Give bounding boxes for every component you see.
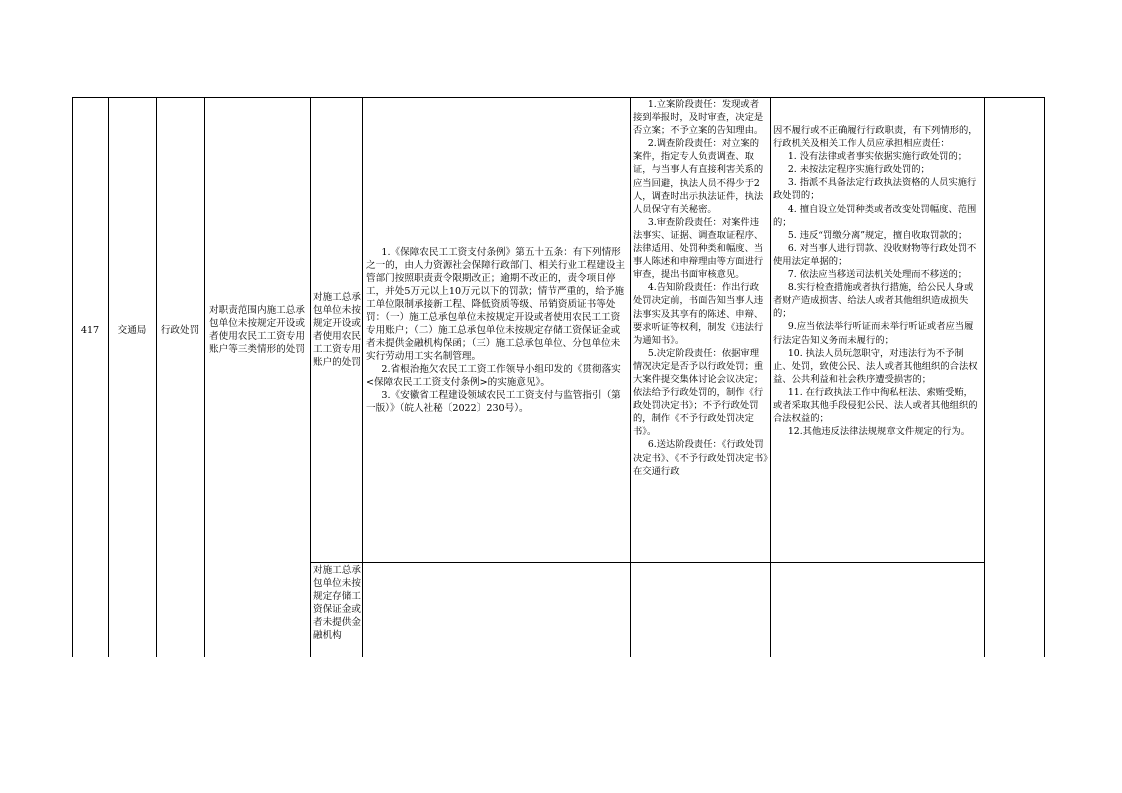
remarks-cell [986, 98, 1042, 562]
accountability-cell [773, 124, 982, 560]
row-number-text: 417 [80, 324, 100, 336]
department-text: 交通局 [117, 324, 147, 336]
accountability-item: 1. 没有法律或者事实依据实施行政处罚的； [787, 151, 968, 163]
responsibility-item: 5.决定阶段责任：依据审理情况决定是否予以行政处罚；重大案件提交集体讨论会议决定；依法给予行政处罚的，制作《行政处罚决定书》；不予行政处罚的，制作《不予行政处罚决定书》。 [633, 347, 764, 438]
accountability-intro: 因不履行或不正确履行行政职责，有下列情形的，行政机关及相关工作人员应承担相应责任： [773, 125, 978, 150]
accountability-item: 10. 执法人员玩忽职守，对违法行为不予制止、处罚，致使公民、法人或者其他组织的合法权益、公共利益和社会秩序遭受损害的； [773, 347, 978, 385]
accountability-item: 5. 违反“罚缴分离”规定，擅自收取罚款的； [787, 229, 968, 241]
responsibility-item: 6.送达阶段责任：《行政处罚决定书》、《不予行政处罚决定书》在交通行政 [633, 439, 768, 477]
responsibility-cell [633, 98, 768, 562]
subitem-2-text: 对施工总承包单位未按规定存储工资保证金或者未提供金融机构 [313, 565, 361, 641]
subitem-1-text: 对施工总承包单位未按规定开设或者使用农民工工资专用账户的处罚 [313, 292, 361, 368]
accountability-item: 9.应当依法举行听证而未举行听证或者应当履行法定告知义务而未履行的； [773, 321, 974, 346]
responsibility-item: 3.审查阶段责任：对案件违法事实、证据、调查取证程序、法律适用、处罚种类和幅度、当事人陈述和申辩理由等方面进行审查，提出书面审核意见。 [633, 216, 764, 281]
accountability-item: 8.实行检查措施或者执行措施，给公民人身或者财产造成损害、给法人或者其他组织造成损失的； [773, 282, 974, 320]
category-cell [156, 98, 204, 562]
basis-item: 1.《保障农民工工资支付条例》第五十五条：有下列情形之一的，由人力资源社会保障行政部门、相关行业工程建设主管部门按照职责责令限期改正；逾期不改正的，责令项目停工，并处5万元以上10万元以下的罚款；情节严重的，给予施工单位限制承接新工程、降低资质等级、吊销资质证书等处罚：（一）施工总承包单位未按规定开设或者使用农民工工资专用账户；（二）施工总承包单位未按规定存储工资保证金或者未提供金融机构保函；（三）施工总承包单位、分包单位未实行劳动用工实名制管理。 [366, 246, 626, 362]
responsibility-item: 4.告知阶段责任：作出行政处罚决定前，书面告知当事人违法事实及其享有的陈述、申辩、要求听证等权利，制发《违法行为通知书》。 [633, 282, 764, 346]
accountability-item: 2. 未按法定程序实施行政处罚的； [787, 164, 930, 176]
col-line-7 [770, 97, 771, 657]
col-line-8 [984, 97, 985, 657]
basis-cell [366, 98, 628, 562]
item-name-text: 对职责范围内施工总承包单位未按规定开设或者使用农民工工资专用账户等三类情形的处罚 [209, 305, 305, 355]
col-line-6 [630, 97, 631, 657]
basis-content [366, 246, 628, 415]
col-line-9 [1044, 97, 1045, 657]
responsibility-item: 1.立案阶段责任：发现或者接到举报时，及时审查，决定是否立案；不予立案的告知理由。 [633, 99, 764, 137]
col-line-5 [362, 97, 363, 657]
col-line-4 [310, 97, 311, 657]
accountability-item: 4. 擅自设立处罚种类或者改变处罚幅度、范围的； [773, 203, 977, 228]
basis-item: 2.省根治拖欠农民工工资工作领导小组印发的《贯彻落实<保障农民工工资支付条例>的实施意见》。 [366, 363, 621, 388]
accountability-item: 12.其他违反法律法规规章文件规定的行为。 [787, 426, 971, 438]
accountability-item: 7. 依法应当移送司法机关处理而不移送的； [787, 269, 968, 281]
department-cell [108, 98, 156, 562]
subrow-divider [310, 562, 984, 563]
accountability-item: 3. 指派不具备法定行政执法资格的人员实施行政处罚的； [773, 177, 977, 202]
responsibility-item: 2.调查阶段责任：对立案的案件，指定专人负责调查、取证，与当事人有直接利害关系的应当回避，执法人员不得少于2人，调查时出示执法证件，执法人员保守有关秘密。 [633, 138, 764, 215]
subitem-2-cell [312, 564, 362, 657]
accountability-item: 11. 在行政执法工作中徇私枉法、索贿受贿，或者采取其他手段侵犯公民、法人或者其他组织的合法权益的； [773, 386, 978, 425]
category-text: 行政处罚 [160, 324, 200, 336]
basis-item: 3.《安徽省工程建设领域农民工工资支付与监管指引（第一版）》（皖人社秘〔2022〕230号）。 [366, 389, 621, 414]
row-number [72, 98, 108, 562]
col-line-3 [204, 97, 205, 657]
accountability-item: 6. 对当事人进行罚款、没收财物等行政处罚不使用法定单据的； [773, 242, 977, 267]
subitem-1-cell [312, 98, 362, 562]
item-name-cell [206, 98, 308, 562]
